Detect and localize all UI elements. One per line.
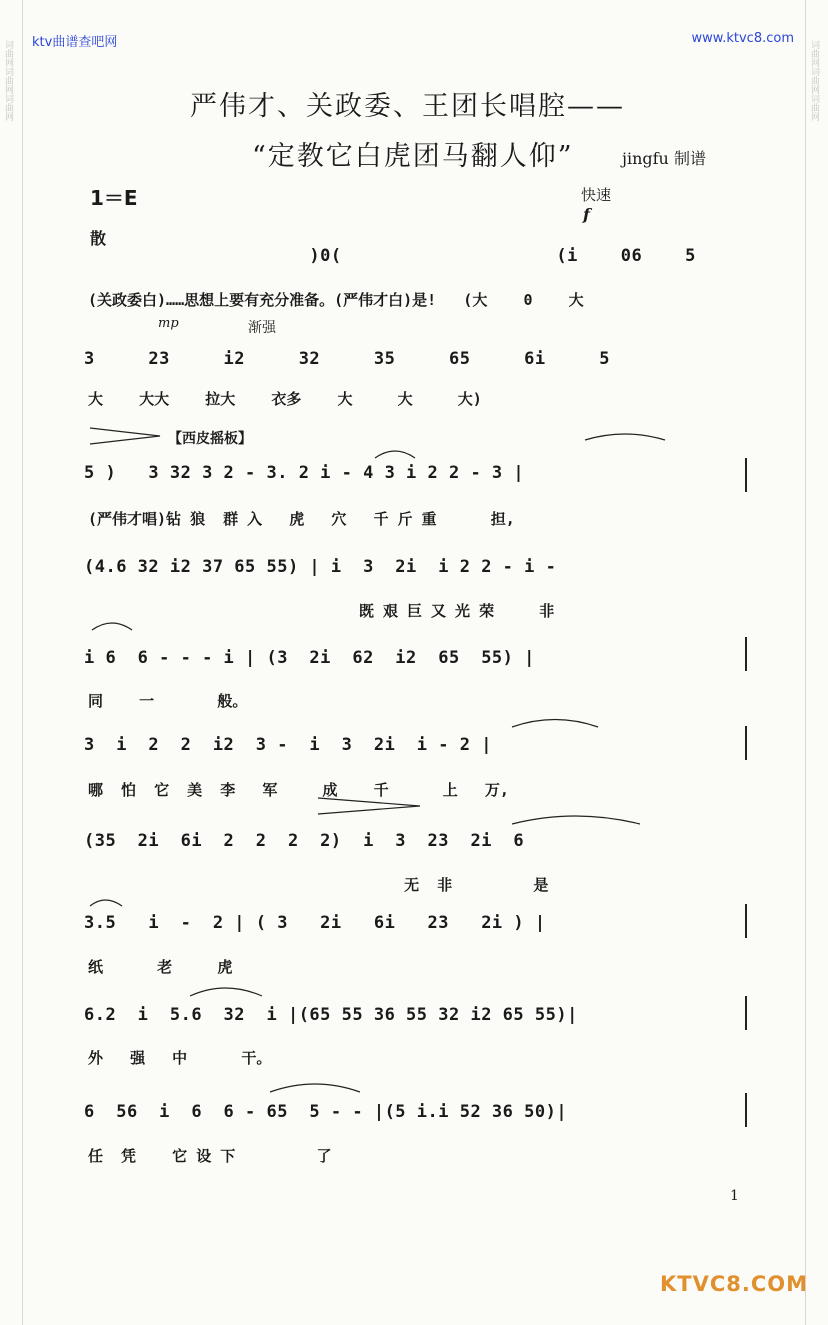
lyrics-row-6: 哪 怕 它 美 李 军 成 千 上 万, (88, 781, 509, 799)
crescendo-hairpin-2 (318, 798, 420, 814)
crescendo-hairpin (90, 428, 160, 444)
tempo-marking: 快速 (581, 186, 612, 204)
notation-row-4: (4.6 32 i2 37 65 55) | i 3 2i i 2 2 - i - (84, 557, 557, 577)
left-margin-strip: 词曲网词曲网词曲网 (0, 0, 23, 1325)
dynamic-mezzo-piano: mp (158, 316, 179, 331)
notation-row-9: 6.2 i 5.6 32 i |(65 55 36 55 32 i2 65 55)| (84, 1005, 578, 1025)
notation-row-1: )0( (i 06 5 (84, 246, 696, 266)
lyrics-row-3: (严伟才唱)钻 狼 群 入 虎 穴 千 斤 重 担, (88, 510, 515, 528)
lyrics-row-7: 无 非 是 (88, 876, 549, 894)
slur-mark (512, 720, 598, 728)
dynamic-forte: f (583, 205, 590, 224)
bar-line (745, 996, 747, 1030)
slur-mark (375, 451, 415, 458)
lyrics-row-8: 纸 老 虎 (88, 958, 233, 976)
bar-line (745, 726, 747, 760)
notation-row-2: 3 23 i2 32 35 65 6i 5 (84, 349, 611, 369)
lyrics-row-4: 既 艰 巨 又 光 荣 非 (88, 602, 555, 620)
bar-line (745, 458, 747, 492)
lyrics-row-9: 外 强 中 干。 (88, 1049, 272, 1067)
notation-row-3: 5 ) 3 32 3 2 - 3. 2 i - 4 3 i 2 2 - 3 | (84, 463, 525, 483)
lyrics-row-2: 大 大大 拉大 衣多 大 大 大) (88, 390, 482, 408)
notation-row-6: 3 i 2 2 i2 3 - i 3 2i i - 2 | (84, 735, 492, 755)
slur-mark (585, 434, 665, 440)
crescendo-marking: 渐强 (248, 320, 276, 336)
right-margin-strip: 词曲网词曲网词曲网 (805, 0, 828, 1325)
slur-mark (190, 988, 262, 996)
notation-row-10: 6 56 i 6 6 - 65 5 - - |(5 i.i 52 36 50)| (84, 1102, 568, 1122)
page-subtitle: “定教它白虎团马翻人仰” (252, 141, 574, 172)
key-signature: 1＝E (90, 186, 138, 210)
notation-row-8: 3.5 i - 2 | ( 3 2i 6i 23 2i ) | (84, 913, 546, 933)
page-number: 1 (730, 1188, 739, 1204)
slur-mark (92, 623, 132, 630)
bar-line (745, 904, 747, 938)
slur-mark (90, 900, 122, 906)
page-title: 严伟才、关政委、王团长唱腔—— (190, 91, 625, 122)
free-meter-marking: 散 (90, 229, 107, 248)
notation-row-5: i 6 6 - - - i | (3 2i 62 i2 65 55) | (84, 648, 535, 668)
site-name-link[interactable]: ktv曲谱查吧网 (32, 35, 118, 50)
notation-row-7: (35 2i 6i 2 2 2 2) i 3 23 2i 6 (84, 831, 525, 851)
bar-line (745, 1093, 747, 1127)
site-url-link[interactable]: www.ktvc8.com (691, 31, 794, 46)
slur-mark (512, 816, 640, 824)
lyrics-row-1: (关政委白)……思想上要有充分准备。(严伟才白)是! (大 0 大 (88, 291, 584, 309)
site-logo: KTVC8.COM (660, 1272, 809, 1296)
author-credit: jingfu 制谱 (622, 149, 706, 168)
lyrics-row-10: 任 凭 它 设 下 了 (88, 1147, 332, 1165)
section-label: 【西皮摇板】 (168, 431, 252, 447)
slur-mark (270, 1084, 360, 1092)
lyrics-row-5: 同 一 般。 (88, 692, 248, 710)
bar-line (745, 637, 747, 671)
